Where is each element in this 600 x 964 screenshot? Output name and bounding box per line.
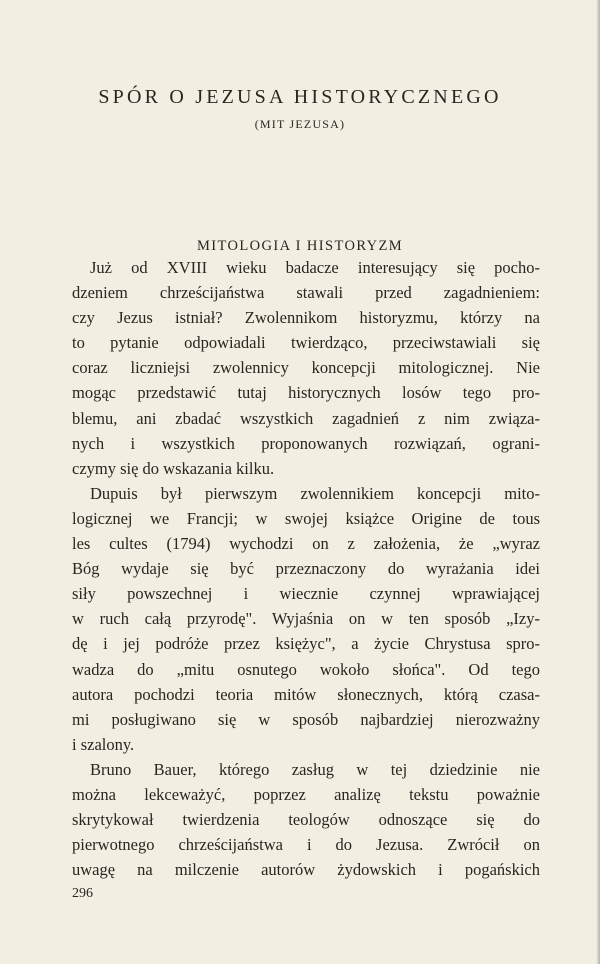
page-number: 296 xyxy=(72,886,93,901)
text-line: można lekceważyć, poprzez analizę tekstu poważnie xyxy=(72,784,540,804)
text-line: Bóg wydaje się być przeznaczony do wyrażania idei xyxy=(72,559,540,579)
text-line: uwagę na milczenie autorów żydowskich i pogańskich xyxy=(72,860,540,880)
text-line: mogąc przedstawić tutaj historycznych losów tego pro- xyxy=(72,383,540,403)
text-line: coraz liczniejsi zwolennicy koncepcji mitologicznej. Nie xyxy=(72,358,540,378)
text-line: Już od XVIII wieku badacze interesujący się pocho- xyxy=(90,258,540,277)
text-line: blemu, ani zbadać wszystkich zagadnień z nim związa- xyxy=(72,408,540,428)
text-line: siły powszechnej i wiecznie czynnej wprawiającej xyxy=(72,584,540,604)
chapter-subtitle: (MIT JEZUSA) xyxy=(254,117,346,131)
section-title: MITOLOGIA I HISTORYZM xyxy=(196,238,404,254)
text-line: Dupuis był pierwszym zwolennikiem koncepcji mito- xyxy=(90,483,540,503)
text-line: nych i wszystkich proponowanych rozwiązań, ograni- xyxy=(72,433,540,453)
text-line: czymy się do wskazania kilku. xyxy=(72,458,275,478)
text-line: dzeniem chrześcijaństwa stawali przed zagadnieniem: xyxy=(72,283,540,303)
text-line: wadza do „mitu osnutego wokoło słońca". Od tego xyxy=(72,659,540,679)
text-line: pierwotnego chrześcijaństwa i do Jezusa. Zwrócił on xyxy=(72,835,540,855)
text-line: les cultes (1794) wychodzi on z założenia, że „wyraz xyxy=(72,534,540,554)
text-line: Bruno Bauer, którego zasług w tej dziedzinie nie xyxy=(90,759,540,779)
body-text xyxy=(72,255,540,882)
text-line: mi posługiwano się w sposób najbardziej nierozważny xyxy=(72,709,540,729)
text-line: i szalony. xyxy=(72,734,135,754)
page-edge-shadow xyxy=(596,0,600,964)
text-line: logicznej we Francji; w swojej książce Origine de tous xyxy=(72,508,540,528)
chapter-title: SPÓR O JEZUSA HISTORYCZNEGO xyxy=(98,86,502,108)
text-line: dę i jej podróże przez księżyc", a życie Chrystusa spro- xyxy=(72,634,540,654)
text-line: skrytykował twierdzenia teologów odnoszące się do xyxy=(72,810,540,830)
text-line: w ruch całą przyrodę". Wyjaśnia on w ten sposób „Izy- xyxy=(72,609,540,629)
text-line: autora pochodzi teoria mitów słonecznych, którą czasa- xyxy=(72,684,540,704)
text-line: to pytanie odpowiadali twierdząco, przeciwstawiali się xyxy=(72,333,540,353)
text-line: czy Jezus istniał? Zwolennikom historyzmu, którzy na xyxy=(72,308,540,328)
